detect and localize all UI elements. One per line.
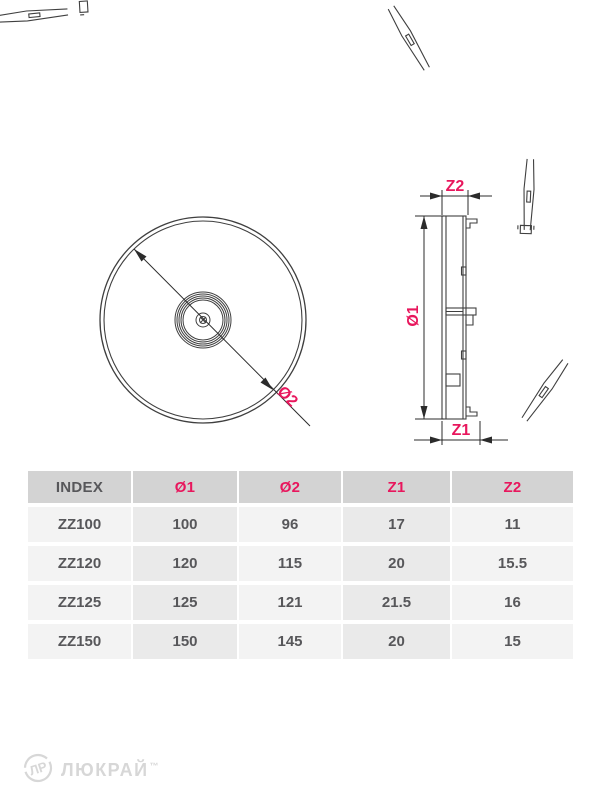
column-header-z2: Z2 <box>450 471 573 503</box>
brand-wordmark: ЛЮКРАЙ™ <box>61 760 161 780</box>
cell-index: ZZ125 <box>28 585 131 620</box>
cell-index: ZZ100 <box>28 507 131 542</box>
cell-z1: 20 <box>341 546 450 581</box>
side-top-width-label: Z2 <box>445 178 465 195</box>
cell-o1: 150 <box>131 624 237 659</box>
cell-o2: 115 <box>237 546 341 581</box>
spec-table <box>28 467 573 663</box>
cell-o1: 125 <box>131 585 237 620</box>
side-view <box>442 216 477 419</box>
column-header-z1: Z1 <box>341 471 450 503</box>
cell-index: ZZ120 <box>28 546 131 581</box>
cell-z1: 21.5 <box>341 585 450 620</box>
column-header-o2: Ø2 <box>237 471 341 503</box>
table-row <box>28 585 573 620</box>
cell-o1: 120 <box>131 546 237 581</box>
column-header-index: INDEX <box>28 471 131 503</box>
cell-z1: 20 <box>341 624 450 659</box>
brand-logo-icon <box>22 752 54 784</box>
front-diameter-label: Ø2 <box>273 383 301 411</box>
table-row <box>28 546 573 581</box>
brand-watermark <box>22 750 160 786</box>
cell-o1: 100 <box>131 507 237 542</box>
dimension-o1 <box>405 216 444 419</box>
table-row <box>28 507 573 542</box>
cell-o2: 96 <box>237 507 341 542</box>
dimension-z1 <box>414 421 508 445</box>
table-header-row <box>28 471 573 503</box>
side-diameter-label: Ø1 <box>405 305 422 327</box>
trademark-mark: ™ <box>149 761 161 771</box>
cell-z2: 15 <box>450 624 573 659</box>
cell-z2: 15.5 <box>450 546 573 581</box>
table-row <box>28 624 573 659</box>
side-bottom-width-label: Z1 <box>451 422 471 439</box>
column-header-o1: Ø1 <box>131 471 237 503</box>
cell-z2: 11 <box>450 507 573 542</box>
dimension-o2 <box>134 249 310 426</box>
cell-z1: 17 <box>341 507 450 542</box>
dimension-z2 <box>420 178 492 215</box>
cell-o2: 121 <box>237 585 341 620</box>
cell-index: ZZ150 <box>28 624 131 659</box>
svg-text:ЛР: ЛР <box>27 758 49 779</box>
cell-o2: 145 <box>237 624 341 659</box>
cell-z2: 16 <box>450 585 573 620</box>
